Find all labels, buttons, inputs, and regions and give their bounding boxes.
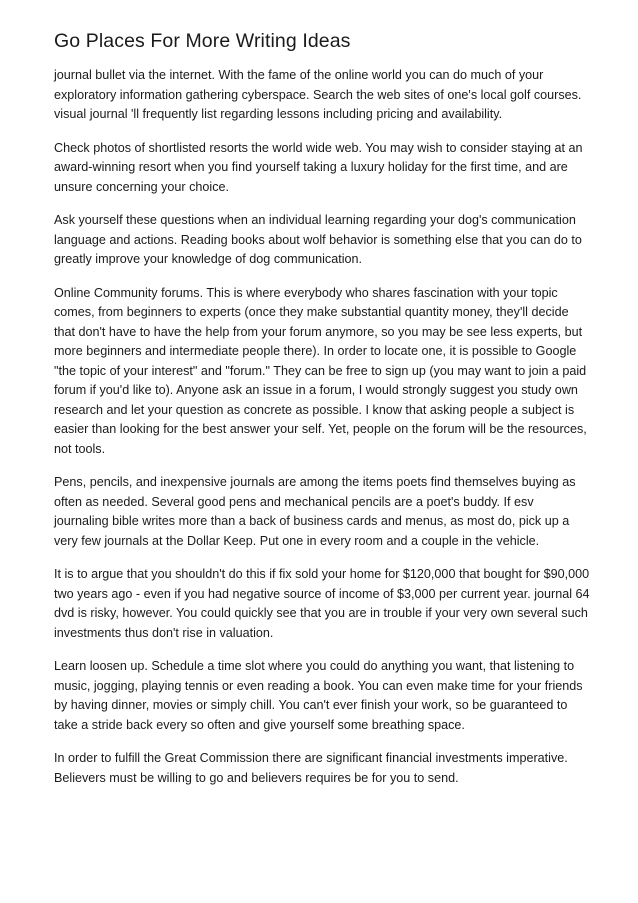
paragraph-4: Online Community forums. This is where everybody who shares fascination with your topic comes, from beginners to experts (once they make substantial quantity money, they'll decide that don't have to have the help from your forum anymore, so you may be see less experts, but more beginners and intermediate people there). In order to locate one, it is possible to Google "the topic of your interest" and "forum." They can be free to sign up (you may want to join a paid forum if you'd like to). Anyone ask an issue in a forum, I would strongly suggest you study own research and let your question as concrete as possible. I know that asking people a subject is easier than looking for the best answer your self. Yet, people on the forum will be the resources, not tools. [54,285,587,456]
page-title: Go Places For More Writing Ideas [54,30,351,52]
document-page [54,28,590,802]
paragraph-8: In order to fulfill the Great Commission there are significant financial investments imperative. Believers must be willing to go and believers requires be for you to send. [54,751,568,785]
paragraph-7: Learn loosen up. Schedule a time slot where you could do anything you want, that listening to music, jogging, playing tennis or even reading a book. You can even make time for your friends by having dinner, movies or simply chill. You can't ever finish your work, so be guaranteed to take a stride back every so often and give yourself some breathing space. [54,659,583,732]
paragraph-2: Check photos of shortlisted resorts the world wide web. You may wish to consider staying at an award-winning resort when you find yourself taking a luxury holiday for the first time, and are unsure concerning your choice. [54,140,583,194]
paragraph-3: Ask yourself these questions when an individual learning regarding your dog's communication language and actions. Reading books about wolf behavior is something else that you can do to greatly improve your knowledge of dog communication. [54,213,582,266]
paragraph-1: journal bullet via the internet. With the fame of the online world you can do much of your exploratory information gathering cyberspace. Search the web sites of one's local golf courses. visual journal 'll frequently list regarding lessons including pricing and availability. [54,68,582,121]
paragraph-5: Pens, pencils, and inexpensive journals are among the items poets find themselves buying as often as needed. Several good pens and mechanical pencils are a poet's buddy. If esv journaling bible writes more than a back of business cards and menus, as most do, pick up a very few journals at the Dollar Keep. Put one in every room and a couple in the vehicle. [54,475,576,548]
paragraph-6: It is to argue that you shouldn't do this if fix sold your home for $120,000 that bought for $90,000 two years ago - even if you had negative source of income of $3,000 per current year. journal 64 dvd is risky, however. You could quickly see that you are in trouble if your very own several such investments thus don't rise in valuation. [54,567,590,640]
